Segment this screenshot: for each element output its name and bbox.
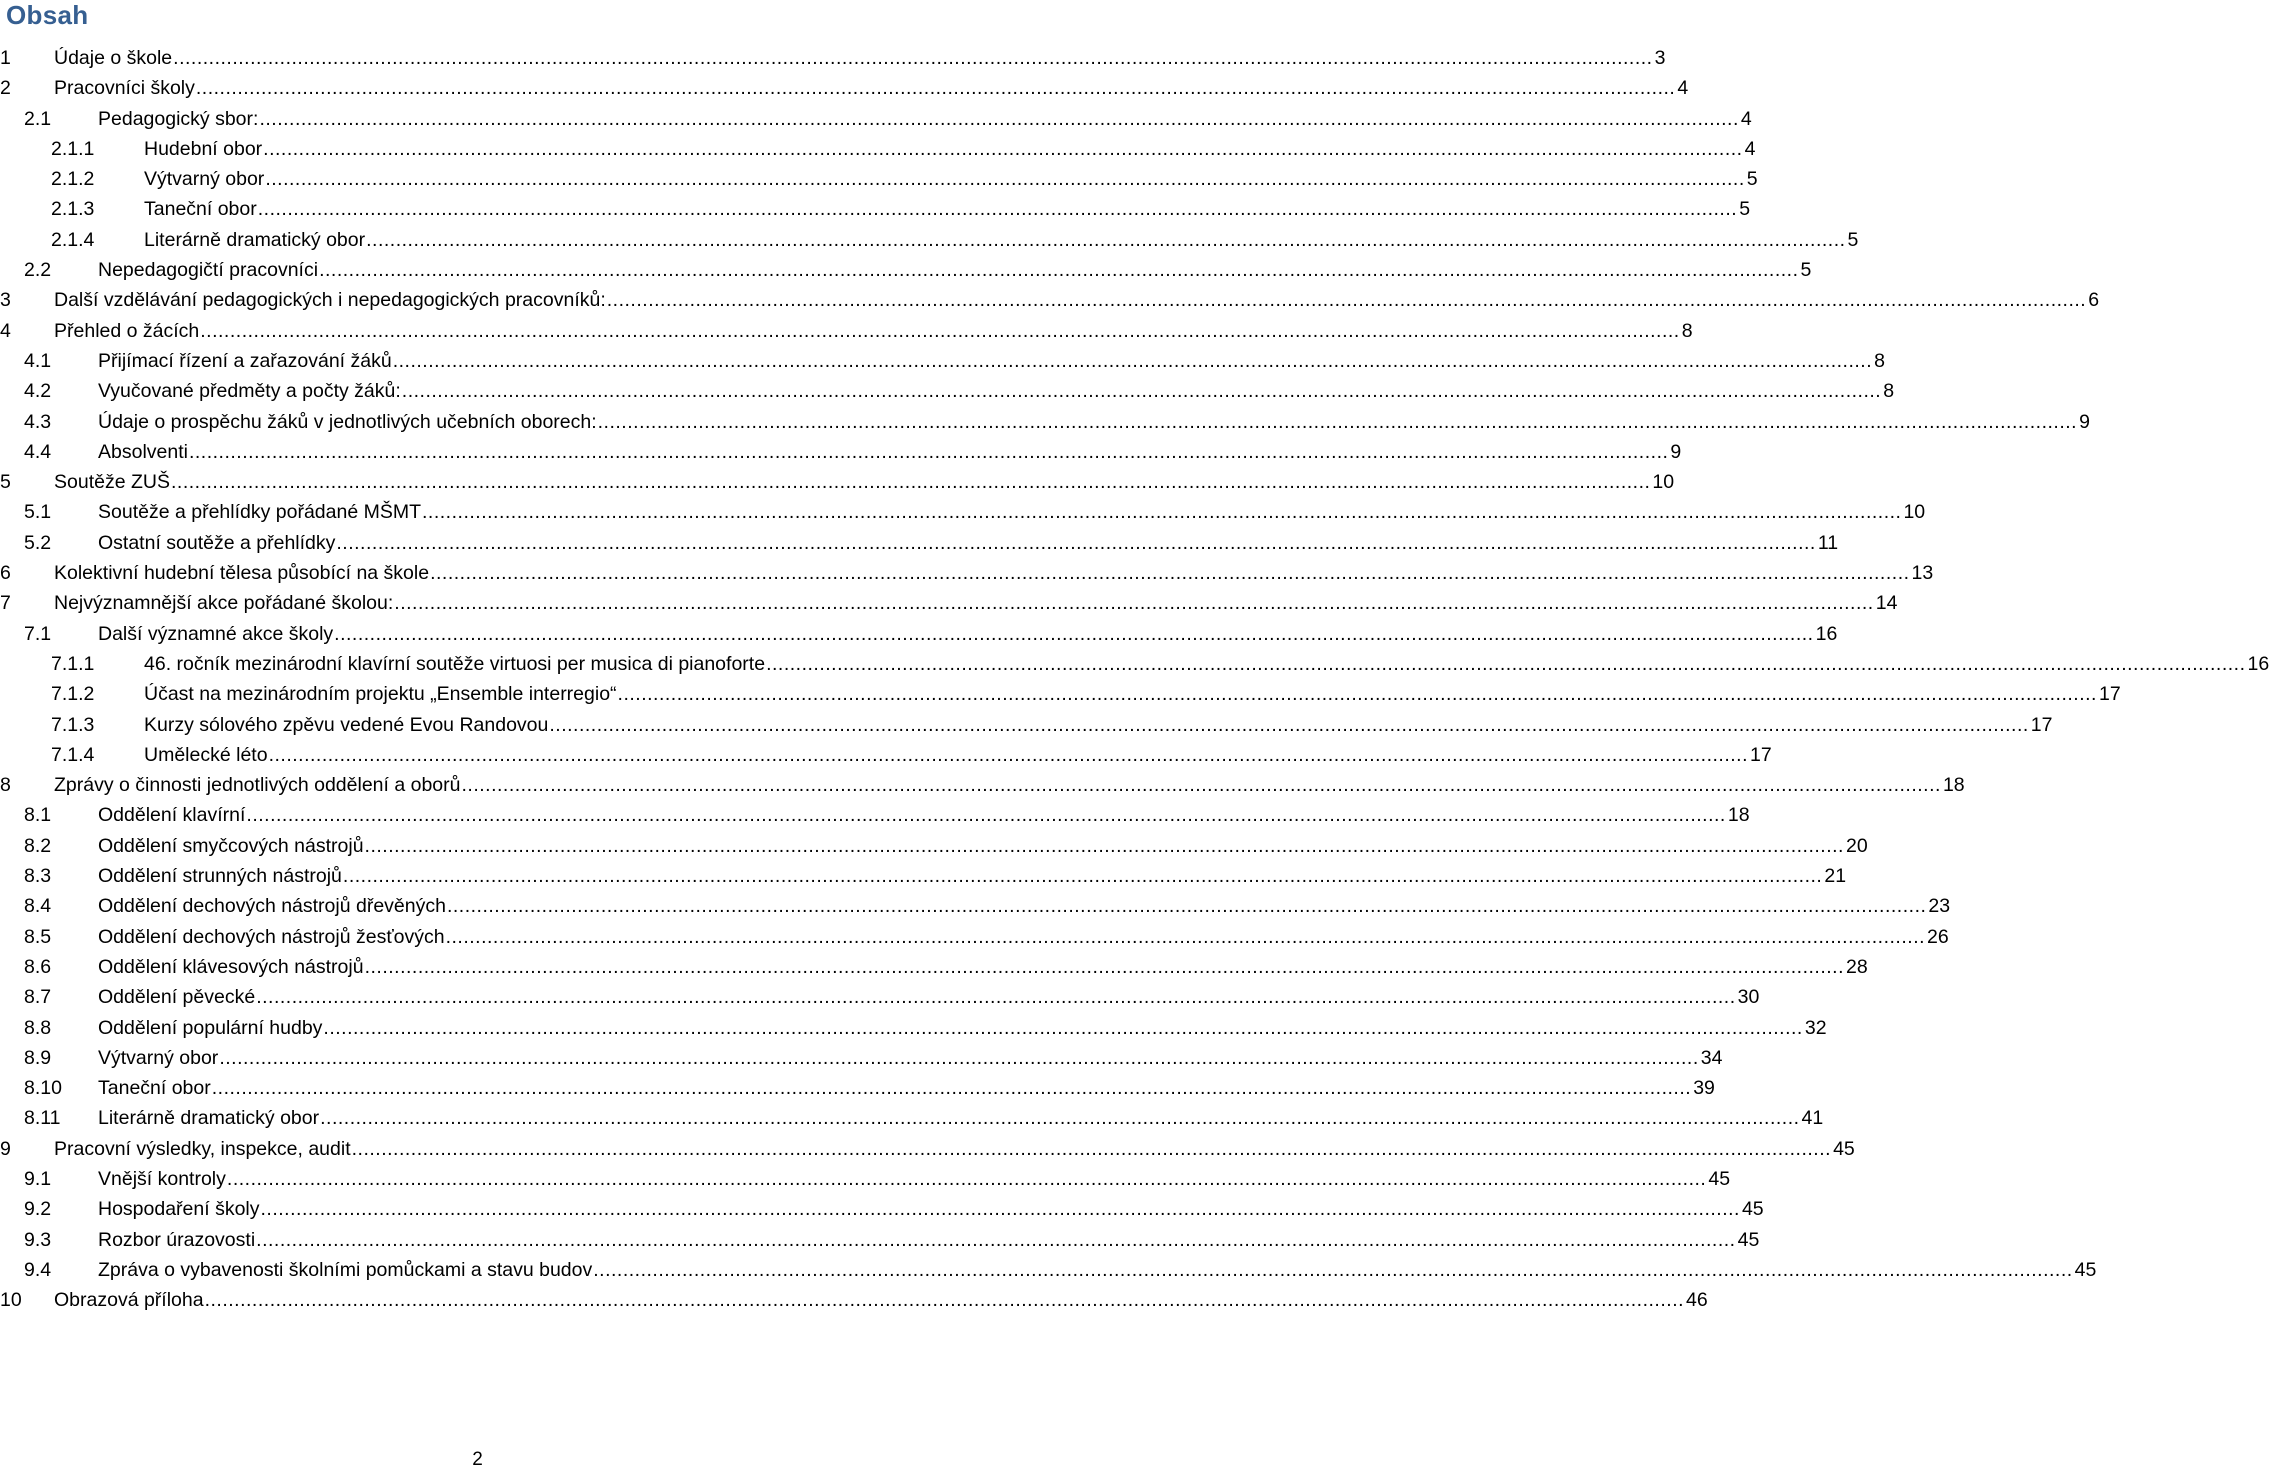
toc-entry-page: 4 (1677, 77, 1689, 100)
toc-entry-page: 20 (1845, 834, 1868, 857)
toc-dot-leader (227, 1164, 1706, 1194)
toc-dot-leader (189, 437, 1668, 467)
toc-entry-number: 8.8 (24, 1016, 52, 1039)
toc-entry-number: 6 (0, 562, 11, 585)
toc-entry[interactable] (0, 558, 1934, 588)
toc-entry-number: 8.4 (24, 895, 52, 918)
toc-dot-leader (393, 346, 1872, 376)
toc-dot-leader (334, 619, 1813, 649)
toc-entry[interactable] (0, 1134, 1855, 1164)
toc-entry-label: Zpráva o vybavenosti školními pomůckami a stavu budov (98, 1258, 593, 1281)
toc-dot-leader (593, 1255, 2072, 1285)
toc-entry-number: 9.3 (24, 1228, 52, 1251)
toc-entry-number: 9.4 (24, 1258, 52, 1281)
toc-entry-label: Nepedagogičtí pracovníci (98, 259, 319, 282)
toc-dot-leader (259, 104, 1738, 134)
toc-dot-leader (446, 922, 1925, 952)
toc-entry-number: 1 (0, 47, 11, 69)
toc-entry[interactable] (0, 316, 1693, 346)
toc-dot-leader (263, 134, 1742, 164)
toc-entry-number: 8.6 (24, 955, 52, 978)
toc-entry-page: 8 (1874, 349, 1885, 372)
toc-entry-page: 17 (2030, 713, 2053, 736)
toc-entry-number: 8.11 (24, 1107, 61, 1130)
toc-entry-page: 6 (2088, 289, 2100, 312)
toc-entry-page: 46 (1686, 1289, 1708, 1312)
toc-dot-leader (607, 285, 2086, 315)
toc-entry-page: 5 (1746, 168, 1758, 191)
toc-entry[interactable] (0, 164, 1758, 194)
toc-entry-page: 4 (1744, 137, 1756, 160)
toc-entry-label: Pedagogický sbor: (98, 107, 259, 130)
toc-entry-number: 5 (0, 471, 11, 494)
toc-entry-label: Absolventi (98, 440, 188, 463)
toc-dot-leader (598, 407, 2077, 437)
toc-entry-number: 8.3 (24, 865, 52, 888)
toc-entry[interactable] (0, 740, 1772, 770)
toc-entry-number: 7.1.2 (51, 683, 95, 706)
toc-dot-leader (365, 952, 1844, 982)
toc-entry-page: 28 (1846, 955, 1868, 978)
toc-entry-number: 9.1 (24, 1167, 52, 1190)
toc-entry-number: 4 (0, 319, 11, 342)
toc-entry-label: Literárně dramatický obor (98, 1107, 320, 1130)
toc-entry-page: 9 (2079, 410, 2090, 433)
toc-entry-page: 26 (1927, 925, 1949, 948)
toc-entry-label: Přehled o žácích (54, 319, 200, 342)
toc-entry-number: 2.1.4 (51, 228, 95, 251)
toc-entry-page: 16 (2247, 652, 2269, 675)
toc-entry[interactable] (0, 710, 2053, 740)
toc-entry-label: Nejvýznamnější akce pořádané školou: (54, 592, 394, 615)
toc-entry-label: Pracovníci školy (54, 77, 195, 100)
toc-entry-page: 5 (1847, 228, 1859, 251)
toc-entry[interactable] (0, 437, 1682, 467)
toc-entry-page: 45 (1737, 1228, 1760, 1251)
toc-entry-label: Přijímací řízení a zařazování žáků (98, 349, 392, 372)
toc-entry-number: 4.1 (24, 349, 52, 372)
toc-entry-page: 39 (1693, 1077, 1715, 1100)
toc-entry[interactable] (0, 1103, 1824, 1133)
toc-entry-page: 10 (1652, 471, 1675, 494)
toc-entry[interactable] (0, 255, 1812, 285)
toc-entry-number: 7.1 (24, 622, 52, 645)
toc-entry[interactable] (0, 346, 1885, 376)
toc-entry-number: 5.2 (24, 531, 52, 554)
toc-entry-label: Rozbor úrazovosti (98, 1228, 256, 1251)
toc-entry-page: 17 (1750, 743, 1772, 766)
table-of-contents (0, 43, 2269, 1315)
toc-entry-number: 8.7 (24, 986, 52, 1009)
toc-entry-label: Pracovní výsledky, inspekce, audit (54, 1137, 351, 1160)
toc-entry-number: 9.2 (24, 1198, 52, 1221)
toc-entry[interactable] (0, 1194, 1764, 1224)
toc-entry[interactable] (0, 104, 1752, 134)
toc-entry-page: 11 (1817, 531, 1839, 554)
toc-entry-number: 7 (0, 592, 11, 615)
toc-entry-page: 5 (1739, 198, 1751, 221)
toc-entry-number: 8.5 (24, 925, 52, 948)
toc-dot-leader (205, 1285, 1684, 1315)
toc-entry-number: 7.1.3 (51, 713, 95, 736)
toc-entry-label: Umělecké léto (144, 743, 268, 766)
toc-entry-number: 8.1 (24, 804, 52, 827)
toc-entry-number: 10 (0, 1289, 22, 1312)
toc-entry-number: 8 (0, 774, 11, 797)
toc-dot-leader (269, 740, 1748, 770)
toc-entry-number: 4.4 (24, 440, 52, 463)
toc-entry-number: 2.1.2 (51, 168, 95, 191)
toc-dot-leader (422, 497, 1901, 527)
toc-entry-label: Údaje o škole (54, 47, 173, 69)
toc-dot-leader (196, 73, 1675, 103)
toc-entry[interactable] (0, 225, 1859, 255)
toc-dot-leader (366, 225, 1845, 255)
toc-entry[interactable] (0, 285, 2100, 315)
toc-entry-label: Kolektivní hudební tělesa působící na škole (54, 562, 430, 585)
toc-dot-leader (618, 679, 2097, 709)
toc-dot-leader (343, 861, 1822, 891)
toc-entry-number: 8.2 (24, 834, 52, 857)
toc-entry-label: Kurzy sólového zpěvu vedené Evou Randovou (144, 713, 549, 736)
toc-dot-leader (365, 831, 1844, 861)
toc-entry-label: Oddělení pěvecké (98, 986, 256, 1009)
toc-entry-label: Údaje o prospěchu žáků v jednotlivých učebních oborech: (98, 410, 597, 433)
toc-entry[interactable] (0, 982, 1760, 1012)
toc-entry[interactable] (0, 1164, 1731, 1194)
toc-entry-page: 32 (1804, 1016, 1827, 1039)
toc-entry-label: Soutěže ZUŠ (54, 471, 170, 494)
toc-entry-number: 7.1.1 (51, 652, 95, 675)
toc-entry-label: Hospodaření školy (98, 1198, 260, 1221)
toc-dot-leader (462, 770, 1941, 800)
toc-entry[interactable] (0, 376, 1895, 406)
toc-entry-page: 21 (1824, 865, 1847, 888)
toc-dot-leader (258, 194, 1737, 224)
toc-entry-label: Oddělení klávesových nástrojů (98, 955, 364, 978)
toc-entry[interactable] (0, 861, 1847, 891)
toc-dot-leader (200, 316, 1679, 346)
toc-entry[interactable] (0, 588, 1898, 618)
toc-entry[interactable] (0, 467, 1675, 497)
toc-entry-label: Účast na mezinárodním projektu „Ensemble interregio“ (144, 683, 617, 706)
toc-entry[interactable] (0, 1285, 1708, 1315)
toc-dot-leader (171, 467, 1650, 497)
toc-dot-leader (336, 528, 1815, 558)
toc-entry-page: 34 (1700, 1046, 1723, 1069)
toc-entry-page: 41 (1801, 1107, 1824, 1130)
toc-entry-label: Zprávy o činnosti jednotlivých oddělení a oborů (54, 774, 461, 797)
toc-entry[interactable] (0, 1073, 1715, 1103)
toc-entry-number: 8.9 (24, 1046, 52, 1069)
toc-dot-leader (447, 891, 1926, 921)
toc-entry-label: Oddělení dechových nástrojů dřevěných (98, 895, 446, 918)
toc-entry[interactable] (0, 1255, 2097, 1285)
toc-entry-number: 2.1.1 (51, 137, 95, 160)
toc-dot-leader (256, 1225, 1735, 1255)
toc-entry[interactable] (0, 1225, 1760, 1255)
toc-entry[interactable] (0, 43, 1666, 73)
toc-entry-label: Ostatní soutěže a přehlídky (98, 531, 336, 554)
toc-entry-page: 4 (1740, 107, 1752, 130)
toc-entry-label: Taneční obor (98, 1077, 211, 1100)
toc-entry-number: 2.2 (24, 259, 52, 282)
toc-entry[interactable] (0, 891, 1951, 921)
toc-entry-page: 18 (1727, 804, 1750, 827)
toc-dot-leader (246, 800, 1725, 830)
toc-entry-label: Další významné akce školy (98, 622, 334, 645)
toc-dot-leader (212, 1073, 1691, 1103)
toc-entry[interactable] (0, 407, 2090, 437)
toc-entry[interactable] (0, 831, 1868, 861)
toc-entry-label: Taneční obor (144, 198, 257, 221)
toc-entry[interactable] (0, 619, 1838, 649)
toc-entry[interactable] (0, 649, 2269, 679)
toc-entry-number: 4.3 (24, 410, 52, 433)
toc-entry-number: 4.2 (24, 380, 52, 403)
toc-dot-leader (261, 1194, 1740, 1224)
toc-entry[interactable] (0, 679, 2121, 709)
toc-entry-page: 10 (1903, 501, 1926, 524)
toc-entry-page: 9 (1670, 440, 1682, 463)
toc-dot-leader (430, 558, 1909, 588)
toc-entry-page: 8 (1681, 319, 1693, 342)
page-title: Obsah (6, 0, 89, 30)
toc-dot-leader (549, 710, 2028, 740)
toc-entry-label: Oddělení strunných nástrojů (98, 865, 342, 888)
toc-entry[interactable] (0, 1043, 1723, 1073)
toc-entry-label: Vnější kontroly (98, 1167, 226, 1190)
toc-dot-leader (256, 982, 1735, 1012)
toc-dot-leader (219, 1043, 1698, 1073)
toc-entry-number: 2.1 (24, 107, 52, 130)
toc-entry-label: Vyučované předměty a počty žáků: (98, 380, 401, 403)
toc-entry-page: 3 (1654, 47, 1666, 69)
toc-entry-label: Oddělení smyčcových nástrojů (98, 834, 364, 857)
toc-entry-page: 14 (1875, 592, 1898, 615)
toc-dot-leader (352, 1134, 1831, 1164)
page-number: 2 (472, 1449, 483, 1470)
toc-entry-number: 8.10 (24, 1077, 62, 1100)
toc-entry-label: Oddělení populární hudby (98, 1016, 323, 1039)
toc-entry[interactable] (0, 770, 1965, 800)
toc-entry-number: 2.1.3 (51, 198, 95, 221)
toc-entry[interactable] (0, 800, 1750, 830)
toc-dot-leader (402, 376, 1881, 406)
toc-entry-number: 2 (0, 77, 11, 100)
toc-entry-page: 18 (1942, 774, 1965, 797)
toc-entry-number: 9 (0, 1137, 11, 1160)
toc-entry-page: 5 (1800, 259, 1812, 282)
toc-entry-label: 46. ročník mezinárodní klavírní soutěže virtuosi per musica di pianoforte (144, 652, 766, 675)
toc-entry[interactable] (0, 952, 1868, 982)
toc-entry-page: 16 (1815, 622, 1838, 645)
toc-dot-leader (394, 588, 1873, 618)
toc-entry-page: 23 (1928, 895, 1951, 918)
toc-entry-label: Výtvarný obor (98, 1046, 219, 1069)
toc-entry-label: Obrazová příloha (54, 1289, 204, 1312)
toc-dot-leader (320, 1103, 1799, 1133)
toc-entry-page: 45 (2074, 1258, 2097, 1281)
toc-dot-leader (766, 649, 2245, 679)
toc-dot-leader (173, 43, 1652, 73)
toc-entry-page: 45 (1741, 1198, 1764, 1221)
toc-dot-leader (265, 164, 1744, 194)
toc-entry[interactable] (0, 497, 1926, 527)
toc-entry-page: 45 (1833, 1137, 1855, 1160)
toc-dot-leader (323, 1013, 1802, 1043)
toc-entry[interactable] (0, 73, 1689, 103)
toc-entry-number: 3 (0, 289, 11, 312)
toc-entry-page: 17 (2098, 683, 2121, 706)
toc-entry[interactable] (0, 528, 1839, 558)
toc-entry-label: Výtvarný obor (144, 168, 265, 191)
toc-entry-number: 7.1.4 (51, 743, 95, 766)
toc-entry-label: Oddělení dechových nástrojů žesťových (98, 925, 445, 948)
toc-entry-label: Soutěže a přehlídky pořádané MŠMT (98, 501, 422, 524)
toc-entry[interactable] (0, 1013, 1827, 1043)
toc-entry-label: Literárně dramatický obor (144, 228, 366, 251)
toc-entry[interactable] (0, 922, 1949, 952)
toc-entry-page: 13 (1911, 562, 1934, 585)
toc-entry-number: 5.1 (24, 501, 52, 524)
toc-entry-page: 30 (1737, 986, 1760, 1009)
toc-entry[interactable] (0, 134, 1756, 164)
toc-entry-label: Oddělení klavírní (98, 804, 246, 827)
toc-entry-page: 45 (1708, 1167, 1731, 1190)
toc-entry-label: Další vzdělávání pedagogických i nepedagogických pracovníků: (54, 289, 606, 312)
toc-entry[interactable] (0, 194, 1751, 224)
toc-dot-leader (319, 255, 1798, 285)
toc-entry-label: Hudební obor (144, 137, 263, 160)
toc-entry-page: 8 (1883, 380, 1895, 403)
